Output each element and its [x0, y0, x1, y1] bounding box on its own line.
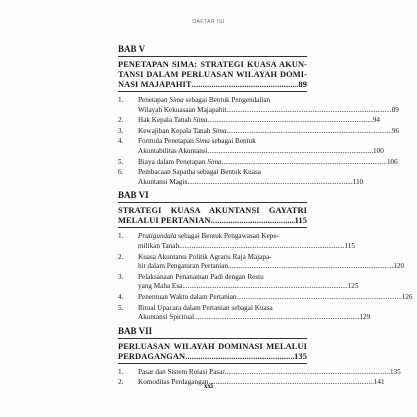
chapter-title[interactable]	[118, 206, 307, 226]
entry-title-line: Kuasa Akuntansi Politik Agraris Raja Majapa-	[138, 252, 272, 261]
entry-title-line: Komoditas Perdagangan	[138, 378, 209, 387]
page-number: xxi	[204, 382, 213, 390]
leader-dots	[227, 127, 392, 137]
divider	[118, 338, 307, 339]
entry-page: 135	[389, 367, 401, 376]
entry-number: 5.	[118, 303, 124, 312]
divider	[118, 56, 307, 57]
toc-entry[interactable]	[118, 168, 364, 187]
entry-number: 4.	[118, 137, 124, 146]
chapter-title[interactable]	[118, 342, 307, 362]
toc-entry[interactable]	[118, 303, 371, 323]
chapter-title-line: MELALUI PERTANIAN	[118, 216, 211, 226]
toc-entry[interactable]	[118, 157, 398, 168]
entry-page: 141	[373, 378, 385, 387]
toc-entry[interactable]	[118, 292, 413, 303]
leader-dots	[237, 293, 402, 303]
entry-number: 6.	[118, 168, 124, 177]
divider	[118, 202, 307, 203]
entry-list	[118, 232, 413, 322]
chapter-title-line: NASI MAJAPAHIT	[118, 80, 192, 89]
entry-page: 120	[393, 262, 405, 271]
leader-dots	[211, 216, 295, 226]
entry-page: 100	[373, 146, 384, 155]
entry-page: 115	[344, 241, 355, 250]
chapter-label: BAB VII	[118, 325, 153, 336]
entry-title-line: milikan Tanah	[138, 241, 180, 250]
entry-title-line: Akuntansi Spiritual	[138, 313, 195, 322]
toc-entry[interactable]	[118, 367, 401, 378]
toc-entry[interactable]	[118, 137, 384, 156]
divider	[118, 227, 307, 228]
chapter-label: BAB VI	[118, 190, 149, 201]
entry-title-line: Wilayah Kekuasaan Majapahit	[138, 105, 227, 114]
entry-number: 1.	[118, 367, 124, 376]
chapter-title-line: TANSI DALAM PERLUASAN WILAYAH DOMI-	[118, 70, 307, 79]
chapter-label: BAB V	[118, 44, 146, 54]
entry-page: 129	[359, 313, 371, 322]
leader-dots	[179, 242, 344, 252]
entry-title-line: Akuntabilitas Akuntansi	[138, 146, 208, 155]
leader-dots	[228, 262, 393, 272]
entry-title-line: Ritual Upacara dalam Pertanian sebagai Kuasa	[138, 303, 273, 312]
entry-page: 89	[391, 105, 399, 114]
entry-page: 96	[391, 126, 400, 135]
toc-entry[interactable]	[118, 116, 380, 126]
entry-title-line: yang Maha Esa	[138, 282, 183, 291]
entry-page: 110	[352, 177, 364, 186]
running-head: DAFTAR ISI	[192, 19, 225, 25]
leader-dots	[187, 178, 352, 188]
entry-title-line: hit dalam Pengaturan Pertanian	[138, 262, 229, 271]
toc-entry[interactable]	[118, 126, 400, 137]
entry-number: 2.	[118, 116, 124, 125]
entry-title-line: Hak Kepala Tanah Sima	[138, 116, 208, 125]
entry-list	[118, 96, 400, 187]
toc-entry[interactable]	[118, 252, 405, 272]
entry-title-line: Formula Penetapan Sima sebagai Bentuk	[138, 137, 256, 146]
entry-title-line: Pratigundala sebagai Bentuk Pengawasan Kepe-	[138, 232, 279, 241]
chapter-title-line: STRATEGI KUASA AKUNTANSI GAYATRI	[118, 206, 307, 216]
entry-page: 126	[401, 292, 413, 301]
leader-dots	[222, 158, 387, 168]
leader-dots	[207, 116, 372, 126]
toc-entry[interactable]	[118, 96, 399, 115]
entry-number: 2.	[118, 252, 124, 261]
toc-entry[interactable]	[118, 272, 359, 292]
chapter-title-line: PERLUASAN WILAYAH DOMINASI MELALUI	[118, 341, 307, 351]
leader-dots	[226, 106, 391, 116]
entry-title-line: Kewajiban Kepala Tanah Sima	[138, 126, 227, 135]
leader-dots	[225, 368, 390, 378]
chapter-title-line: PENETAPAN SIMA: STRATEGI KUASA AKUN-	[118, 60, 307, 69]
leader-dots	[208, 147, 373, 157]
entry-number: 4.	[118, 292, 124, 301]
leader-dots	[182, 282, 347, 292]
entry-number: 2.	[118, 378, 124, 387]
entry-title-line: Biaya dalam Penetapan Sima	[138, 157, 222, 166]
entry-title-line: Penetapan Sima sebagai Bentuk Pengendalian	[138, 96, 271, 104]
chapter-title[interactable]	[118, 60, 307, 90]
divider	[118, 91, 307, 92]
chapter-page: 115	[294, 216, 307, 226]
divider	[118, 363, 307, 364]
table-of-contents	[118, 44, 413, 391]
entry-title-line: Pembacaan Sapatha sebagai Bentuk Kuasa	[138, 168, 261, 177]
entry-title-line: Pasar dan Sistem Rotasi Pasar	[138, 367, 225, 376]
entry-number: 3.	[118, 272, 124, 281]
entry-number: 1.	[118, 232, 124, 241]
chapter-title-line: PERDAGANGAN	[118, 351, 186, 361]
entry-number: 5.	[118, 157, 124, 166]
leader-dots	[194, 313, 359, 323]
chapter-section	[118, 44, 400, 187]
chapter-section	[118, 190, 413, 322]
leader-dots	[192, 80, 299, 90]
toc-entry[interactable]	[118, 232, 355, 251]
entry-number: 3.	[118, 126, 124, 135]
entry-page: 94	[372, 116, 380, 125]
entry-title-line: Penentuan Waktu dalam Pertanian	[138, 292, 237, 301]
chapter-page: 89	[298, 80, 307, 89]
entry-page: 106	[386, 157, 398, 166]
entry-title-line: Pelaksanaan Penanaman Padi dengan Restu	[138, 272, 264, 281]
entry-number: 1.	[118, 96, 124, 104]
leader-dots	[185, 352, 294, 362]
entry-title-line: Akuntansi Magis	[138, 177, 188, 186]
chapter-page: 135	[294, 351, 307, 361]
entry-page: 125	[347, 282, 359, 291]
chapter-section	[118, 325, 401, 388]
